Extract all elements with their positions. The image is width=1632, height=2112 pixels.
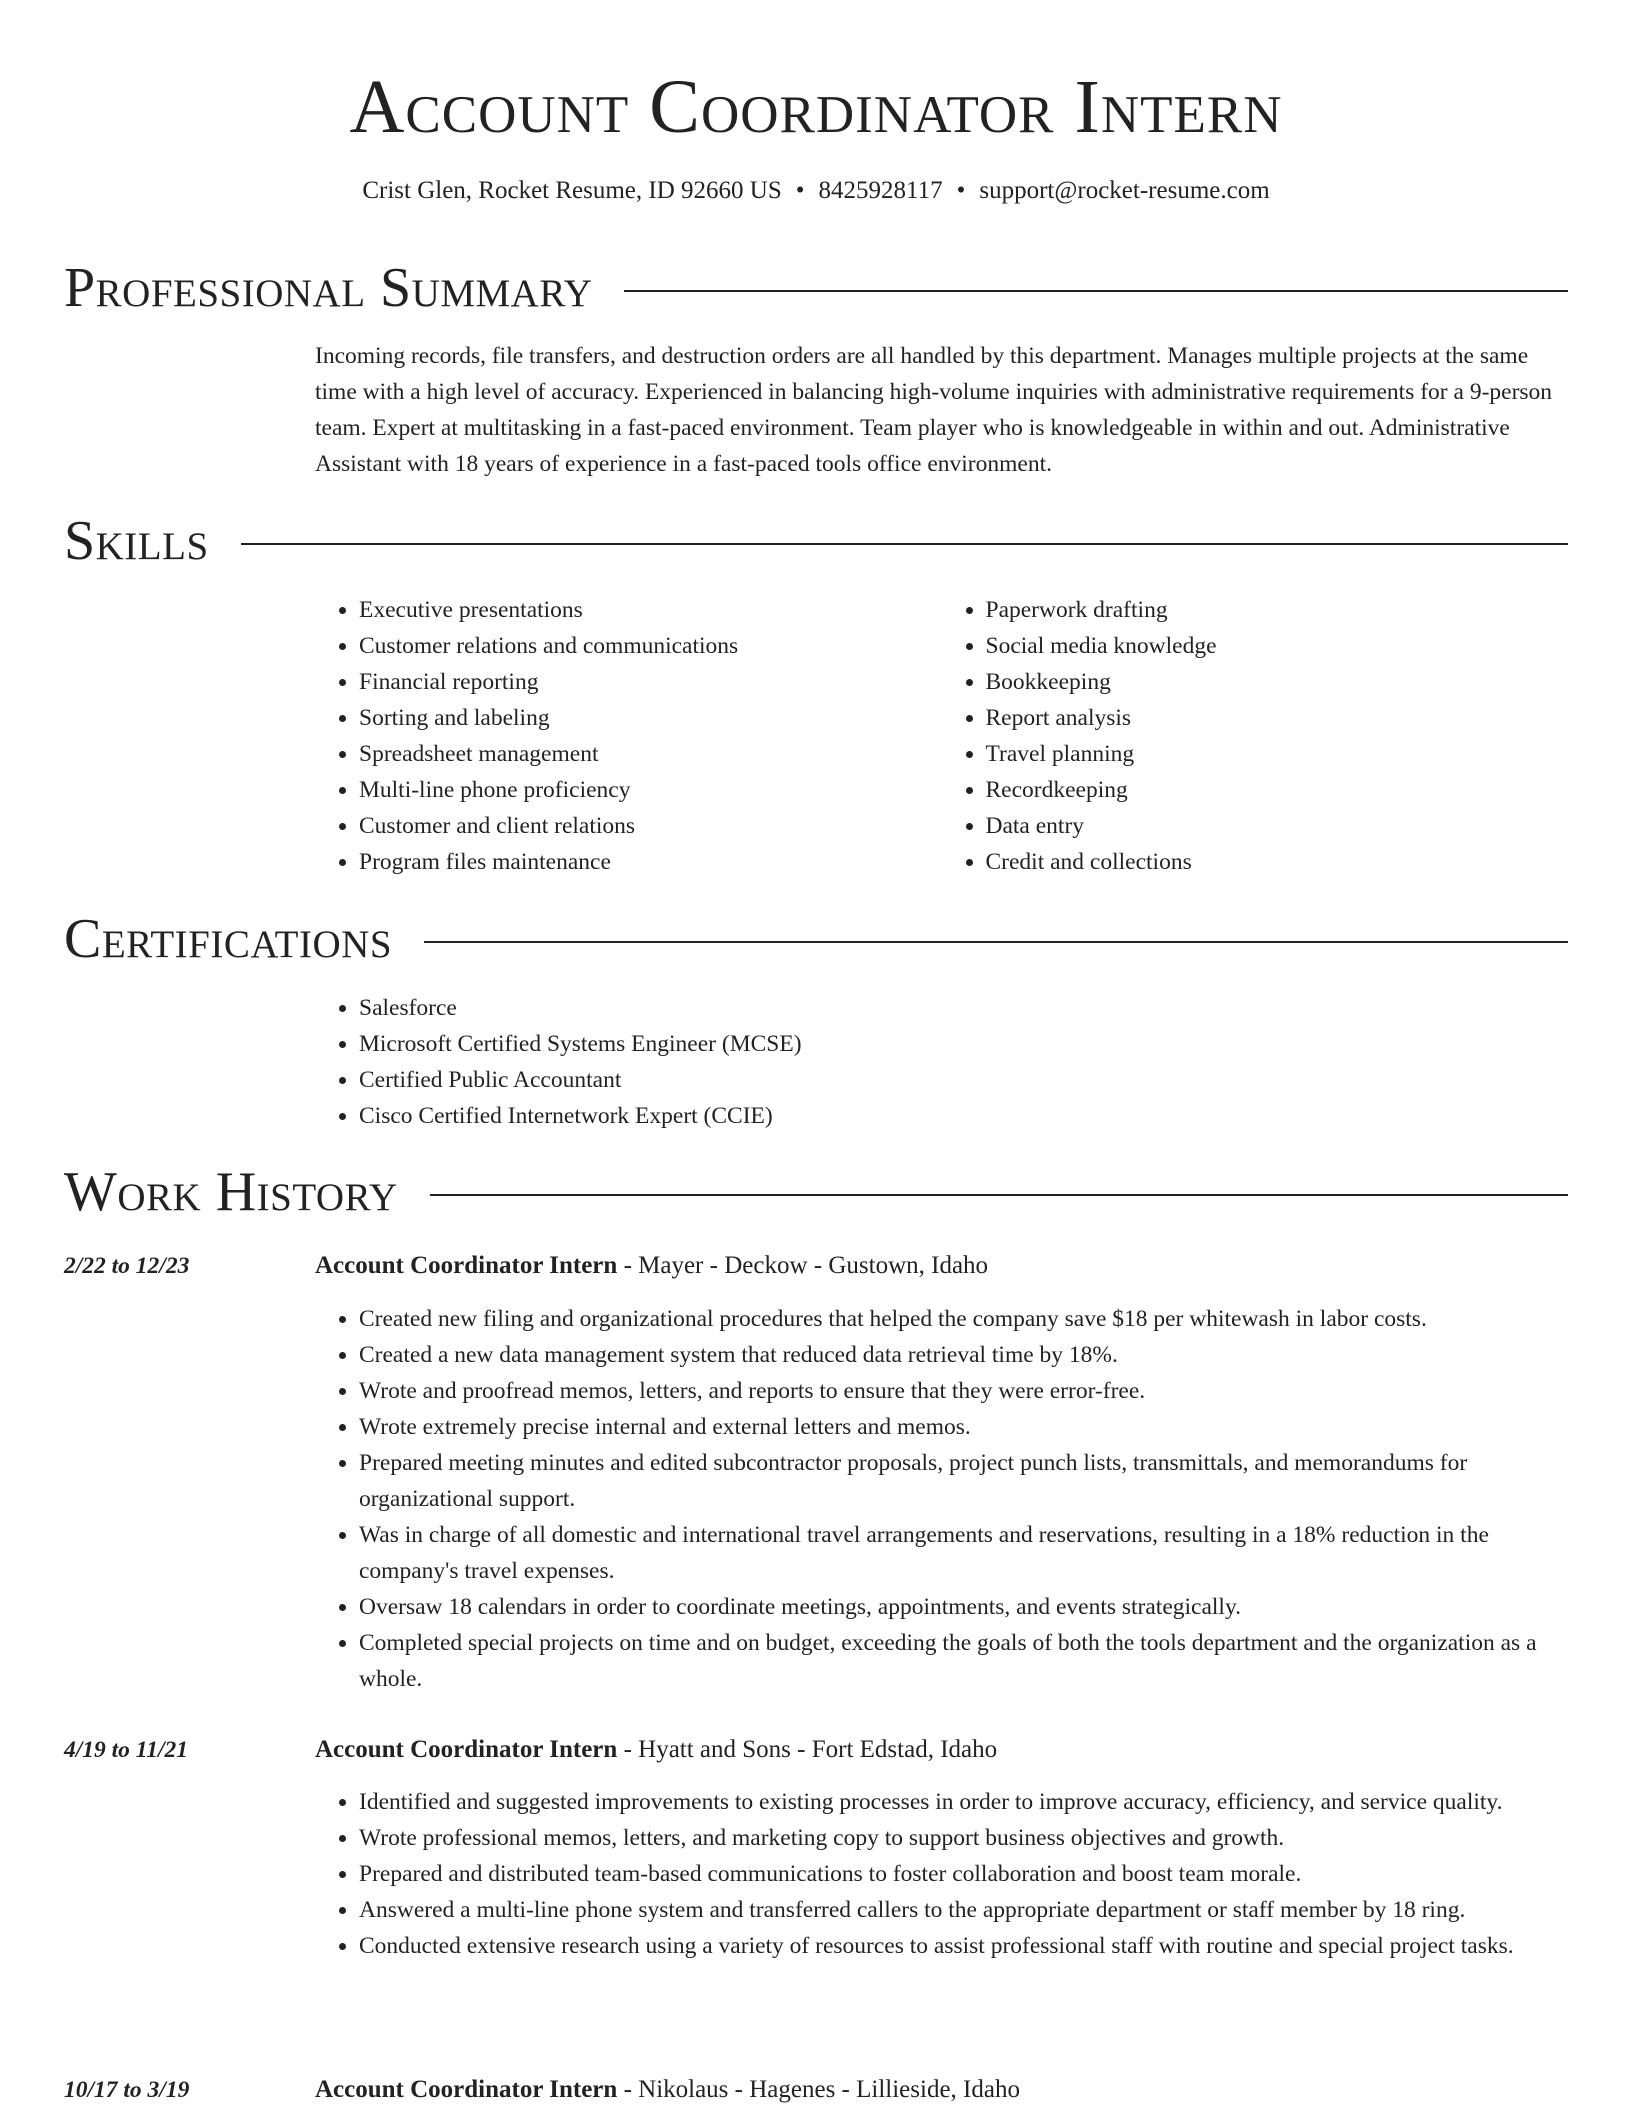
skill-item: • Financial reporting <box>359 664 942 700</box>
section-divider <box>624 290 1568 292</box>
skill-item: • Social media knowledge <box>986 628 1569 664</box>
job-heading <box>315 1248 1568 1284</box>
skill-item: • Bookkeeping <box>986 664 1569 700</box>
job-duty-item: • Created new filing and organizational procedures that helped the company save $18 per whitewash in labor costs. <box>359 1301 1568 1337</box>
skill-item: • Paperwork drafting <box>986 592 1569 628</box>
contact-line <box>0 174 1632 208</box>
summary-text: Incoming records, file transfers, and destruction orders are all handled by this department. Manages multiple projects at the same time with a high level of accuracy. Experienced in balancing high-volume inquiries with administrative requirements for a 9-person team. Expert at multitasking in a fast-paced environment. Team player who is knowledgeable in within and out. Administrative Assistant with 18 years of experience in a fast-paced tools office environment. <box>315 343 1553 477</box>
work-history-section-header <box>64 1157 1568 1227</box>
skill-item: • Credit and collections <box>986 844 1569 880</box>
skill-item: • Executive presentations <box>359 592 942 628</box>
skill-item: • Recordkeeping <box>986 772 1569 808</box>
job-duty-item: • Wrote extremely precise internal and external letters and memos. <box>359 1409 1568 1445</box>
skill-item: • Program files maintenance <box>359 844 942 880</box>
summary-body <box>315 338 1568 482</box>
job-dates: 2/22 to 12/23 <box>64 1253 190 1279</box>
skills-heading: Skills <box>64 510 209 572</box>
summary-heading: Professional Summary <box>64 257 593 319</box>
job-duty-item: • Wrote professional memos, letters, and marketing copy to support business objectives and growth. <box>359 1820 1568 1856</box>
job-duty-item: • Prepared and distributed team-based communications to foster collaboration and boost team morale. <box>359 1856 1568 1892</box>
skill-item: • Sorting and labeling <box>359 700 942 736</box>
certification-item: • Cisco Certified Internetwork Expert (CCIE) <box>359 1098 1568 1134</box>
skill-item: • Travel planning <box>986 736 1569 772</box>
section-divider <box>430 1194 1568 1196</box>
certification-item: • Certified Public Accountant <box>359 1062 1568 1098</box>
work-history-heading: Work History <box>64 1161 398 1223</box>
certification-item: • Microsoft Certified Systems Engineer (MCSE) <box>359 1026 1568 1062</box>
job-title: Account Coordinator Intern <box>315 2076 618 2103</box>
certifications-body <box>315 990 1568 1134</box>
job-duty-item: • Was in charge of all domestic and international travel arrangements and reservations, resulting in a 18% reduction in the company's travel expenses. <box>359 1517 1568 1589</box>
contact-separator: • <box>956 177 966 204</box>
job-duties <box>315 1301 1568 1697</box>
certifications-section-header <box>64 904 1568 974</box>
certification-item: • Salesforce <box>359 990 1568 1026</box>
job-employer-location: - Hyatt and Sons - Fort Edstad, Idaho <box>617 1736 998 1763</box>
job-heading <box>315 2072 1568 2108</box>
job-title: Account Coordinator Intern <box>315 1736 618 1763</box>
job-dates: 10/17 to 3/19 <box>64 2077 190 2103</box>
job-duty-item: • Identified and suggested improvements to existing processes in order to improve accuracy, efficiency, and service quality. <box>359 1784 1568 1820</box>
job-employer-location: - Nikolaus - Hagenes - Lillieside, Idaho <box>617 2076 1020 2103</box>
job-duty-item: • Oversaw 18 calendars in order to coordinate meetings, appointments, and events strategically. <box>359 1589 1568 1625</box>
summary-section-header <box>64 253 1568 323</box>
job-heading <box>315 1732 1568 1768</box>
contact-address: Crist Glen, Rocket Resume, ID 92660 US <box>362 177 782 204</box>
skill-item: • Customer and client relations <box>359 808 942 844</box>
skills-section-header <box>64 506 1568 576</box>
job-duty-item: • Conducted extensive research using a variety of resources to assist professional staff with routine and special project tasks. <box>359 1928 1568 1964</box>
job-employer-location: - Mayer - Deckow - Gustown, Idaho <box>617 1252 989 1279</box>
skills-list-right <box>942 592 1569 880</box>
skill-item: • Customer relations and communications <box>359 628 942 664</box>
certifications-list <box>315 990 1568 1134</box>
skills-list-left <box>315 592 942 880</box>
skills-body <box>315 592 1568 880</box>
contact-separator: • <box>795 177 805 204</box>
skill-item: • Multi-line phone proficiency <box>359 772 942 808</box>
resume-name: Account Coordinator Intern <box>349 65 1283 149</box>
section-divider <box>424 941 1568 943</box>
job-duties <box>315 1784 1568 1964</box>
skill-item: • Spreadsheet management <box>359 736 942 772</box>
section-divider <box>241 543 1568 545</box>
skill-item: • Report analysis <box>986 700 1569 736</box>
job-duties-list <box>315 1301 1568 1697</box>
job-title: Account Coordinator Intern <box>315 1252 618 1279</box>
job-duty-item: • Prepared meeting minutes and edited subcontractor proposals, project punch lists, transmittals, and memorandums for organizational support. <box>359 1445 1568 1517</box>
job-duty-item: • Wrote and proofread memos, letters, and reports to ensure that they were error-free. <box>359 1373 1568 1409</box>
contact-phone: 8425928117 <box>818 177 943 204</box>
job-duty-item: • Completed special projects on time and on budget, exceeding the goals of both the tools department and the organization as a whole. <box>359 1625 1568 1697</box>
certifications-heading: Certifications <box>64 908 393 970</box>
contact-email: support@rocket-resume.com <box>979 177 1270 204</box>
skill-item: • Data entry <box>986 808 1569 844</box>
job-duties-list <box>315 1784 1568 1964</box>
job-duty-item: • Answered a multi-line phone system and transferred callers to the appropriate department or staff member by 18 ring. <box>359 1892 1568 1928</box>
job-duty-item: • Created a new data management system that reduced data retrieval time by 18%. <box>359 1337 1568 1373</box>
job-dates: 4/19 to 11/21 <box>64 1737 189 1763</box>
